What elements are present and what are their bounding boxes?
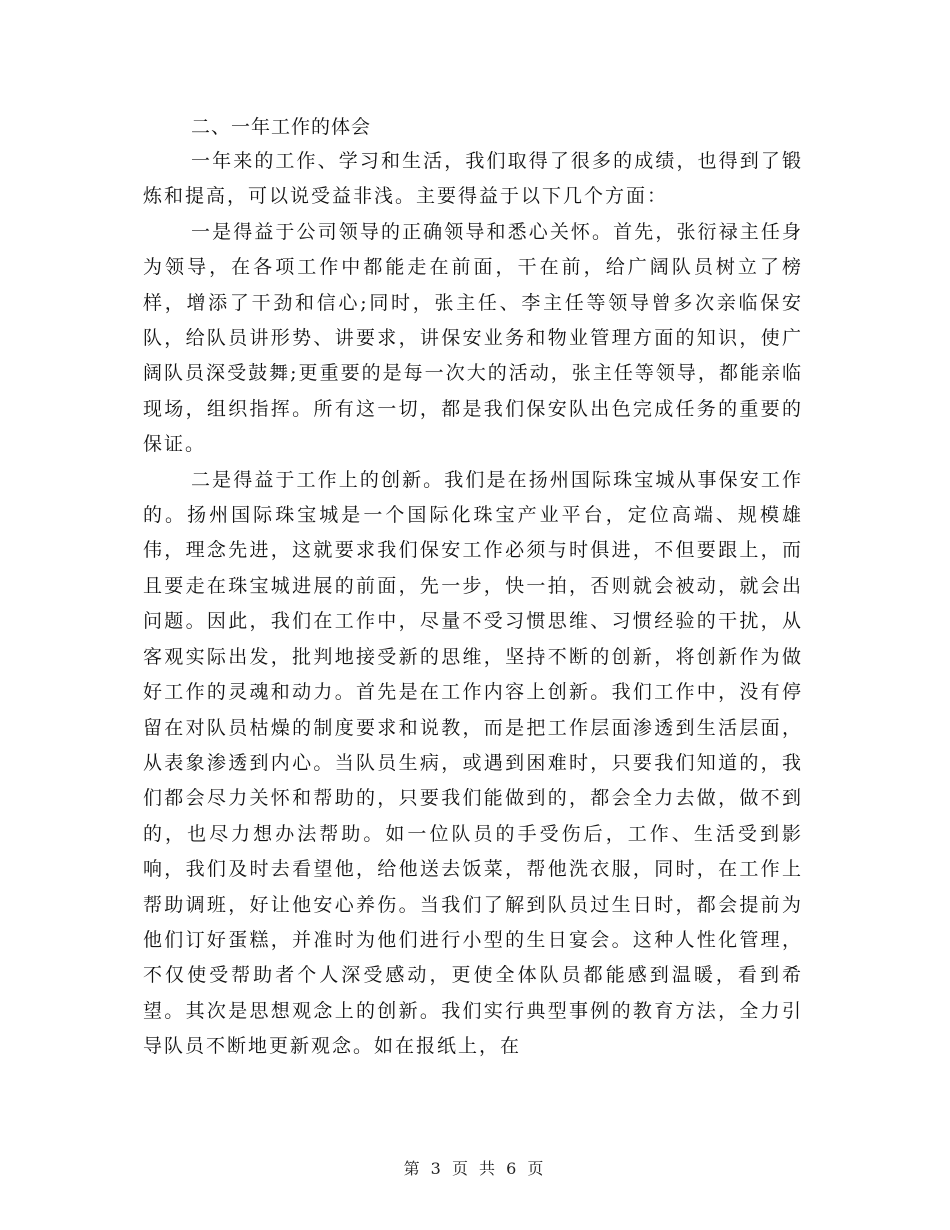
section-heading: 二、一年工作的体会 — [191, 116, 372, 138]
page-number-footer: 第 3 页 共 6 页 — [403, 1159, 547, 1178]
paragraph-intro: 一年来的工作、学习和生活，我们取得了很多的成绩，也得到了锻炼和提高，可以说受益非浅。主要得益于以下几个方面： — [143, 150, 803, 208]
document-body — [143, 110, 803, 1065]
paragraph-innovation: 二是得益于工作上的创新。我们是在扬州国际珠宝城从事保安工作的。扬州国际珠宝城是一个国际化珠宝产业平台，定位高端、规模雄伟，理念先进，这就要求我们保安工作必须与时俱进，不但要跟上，而且要走在珠宝城进展的前面，先一步，快一拍，否则就会被动，就会出问题。因此，我们在工作中，尽量不受习惯思维、习惯经验的干扰，从客观实际出发，批判地接受新的思维，坚持不断的创新，将创新作为做好工作的灵魂和动力。首先是在工作内容上创新。我们工作中，没有停留在对队员枯燥的制度要求和说教，而是把工作层面渗透到生活层面，从表象渗透到内心。当队员生病，或遇到困难时，只要我们知道的，我们都会尽力关怀和帮助的，只要我们能做到的，都会全力去做，做不到的，也尽力想办法帮助。如一位队员的手受伤后，工作、生活受到影响，我们及时去看望他，给他送去饭菜，帮他洗衣服，同时，在工作上帮助调班，好让他安心养伤。当我们了解到队员过生日时，都会提前为他们订好蛋糕，并准时为他们进行小型的生日宴会。这种人性化管理，不仅使受帮助者个人深受感动，更使全体队员都能感到温暖，看到希望。其次是思想观念上的创新。我们实行典型事例的教育方法，全力引导队员不断地更新观念。如在报纸上，在 — [143, 468, 803, 1058]
paragraph-leadership: 一是得益于公司领导的正确领导和悉心关怀。首先，张衍禄主任身为领导，在各项工作中都能走在前面，干在前，给广阔队员树立了榜样，增添了干劲和信心;同时，张主任、李主任等领导曾多次亲临保安队，给队员讲形势、讲要求，讲保安业务和物业管理方面的知识，使广阔队员深受鼓舞;更重要的是每一次大的活动，张主任等领导，都能亲临现场，组织指挥。所有这一切，都是我们保安队出色完成任务的重要的保证。 — [143, 220, 803, 456]
